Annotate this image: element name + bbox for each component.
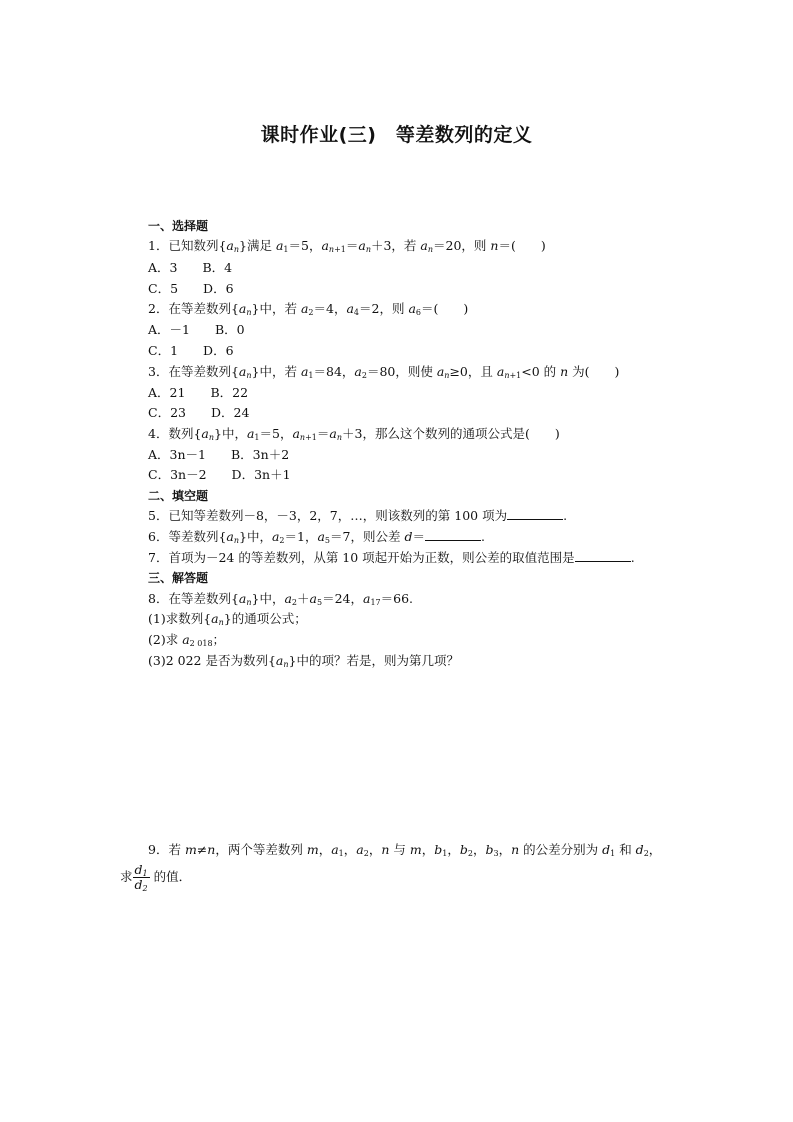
answer-blank[interactable] — [507, 508, 563, 520]
question-7: 7．首项为－24 的等差数列，从第 10 项起开始为正数，则公差的取值范围是 . — [148, 550, 635, 565]
section-answer: 三、解答题 — [148, 571, 209, 585]
question-8-part-1: (1)求数列$\{a_n\}$的通项公式； — [148, 611, 307, 627]
question-1: 1．已知数列$\{a_n\}$满足 $a_1=5$，$a_{n+1}=a_n+3$，若 $a_n=20$，则 n＝( ) — [148, 238, 546, 254]
fraction-d1-d2: $\frac{d_1}{d_2}$ — [134, 862, 148, 893]
question-2: 2．在等差数列$\{a_n\}$中，若 $a_2=4$，$a_4=2$，则 $a_6=$( ) — [148, 301, 469, 317]
question-8-part-3: (3)2 022 是否为数列$\{a_n\}$中的项？若是，则为第几项？ — [148, 653, 459, 669]
section-choice: 一、选择题 — [148, 219, 209, 233]
section-fill: 二、填空题 — [148, 489, 209, 503]
question-3: 3．在等差数列$\{a_n\}$中，若 $a_1=84$，$a_2=80$，则使 $a_n\ge 0$，且 $a_{n+1}<0$ 的 n 为( ) — [148, 364, 620, 380]
q2-options-ab: A．－1 B．0 — [148, 322, 245, 337]
question-4: 4．数列$\{a_n\}$中，$a_1=5$，$a_{n+1}=a_n+3$，那么这个数列的通项公式是( ) — [148, 426, 560, 442]
q4-options-cd: C．3n－2 D．3n＋1 — [148, 467, 291, 482]
question-6: 6．等差数列$\{a_n\}$中，$a_2=1$，$a_5=7$，则公差 d＝ . — [148, 529, 485, 545]
page-title: 课时作业(三) 等差数列的定义 — [260, 124, 533, 146]
question-9-cont: 求 $\frac{d_1}{d_2}$ 的值． — [120, 862, 192, 893]
question-8: 8．在等差数列$\{a_n\}$中，$a_2+a_5=24$，$a_{17}=66$. — [148, 591, 414, 607]
q3-options-ab: A．21 B．22 — [148, 385, 249, 400]
question-8-part-2: (2)求 $a_{2 018}$； — [148, 632, 226, 648]
q2-options-cd: C．1 D．6 — [148, 343, 234, 358]
answer-blank[interactable] — [425, 529, 481, 541]
q4-options-ab: A．3n－1 B．3n＋2 — [148, 447, 290, 462]
q1-options-cd: C．5 D．6 — [148, 281, 234, 296]
q1-options-ab: A．3 B．4 — [148, 260, 233, 275]
answer-blank[interactable] — [575, 550, 631, 562]
question-5: 5．已知等差数列－8，－3，2，7，…，则该数列的第 100 项为 . — [148, 508, 568, 523]
question-9: 9．若 m≠n，两个等差数列 m，$a_1$，$a_2$，n 与 m，$b_1$，$b_2$，$b_3$，n 的公差分别为 $d_1$ 和 $d_2$， — [148, 842, 662, 858]
q3-options-cd: C．23 D．24 — [148, 405, 250, 420]
